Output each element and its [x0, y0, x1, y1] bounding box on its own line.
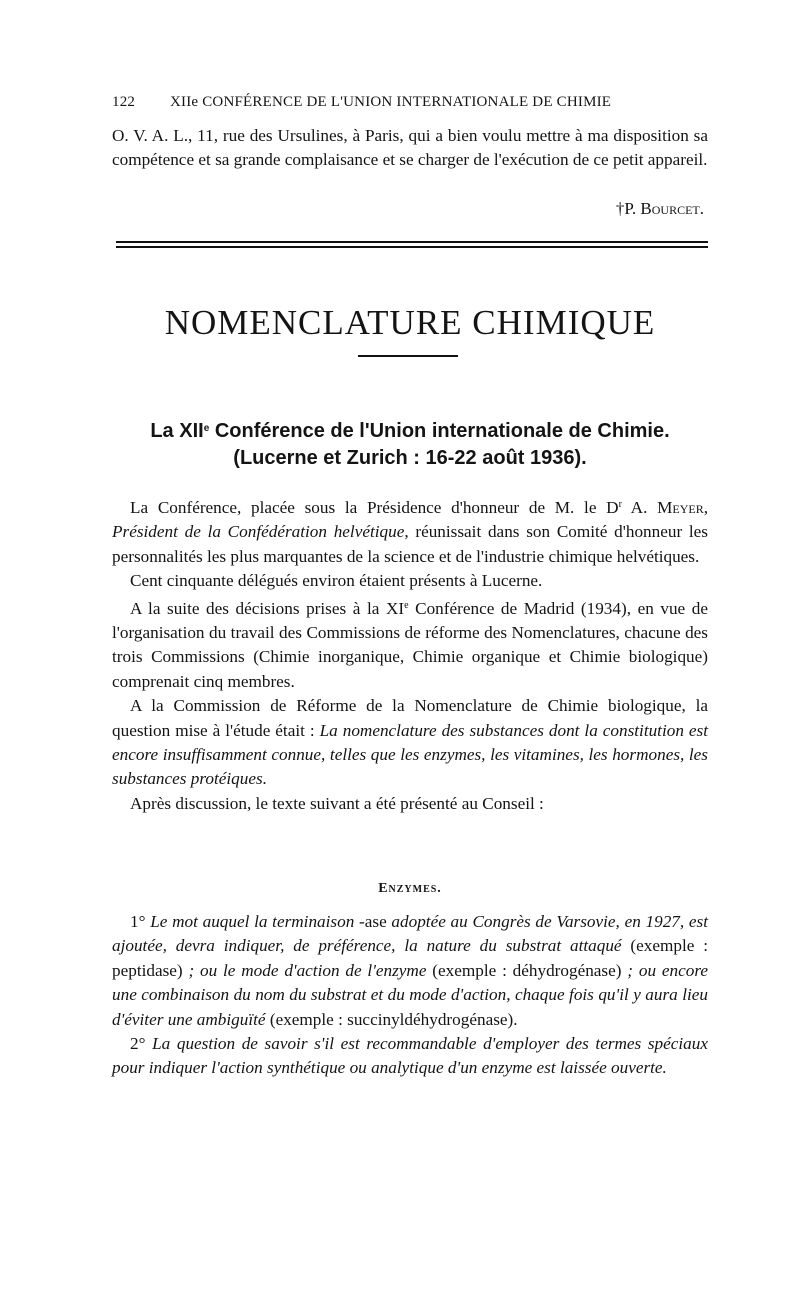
enzymes-item-2: 2° La question de savoir s'il est recommandable d'employer des termes spéciaux pour indiquer l'action synthétique ou analytique d'un enzyme est laissée ouverte.: [112, 1034, 708, 1078]
signature-name: Bourcet.: [640, 199, 704, 218]
double-rule-divider: [116, 241, 708, 248]
intro-abbrev: O. V. A. L.: [112, 126, 189, 145]
intro-text: , 11, rue des Ursulines, à Paris, qui a bien voulu mettre à ma disposition sa compétence et sa grande complaisance et se charger de l'exécution de ce petit appareil.: [112, 126, 708, 170]
running-header: [112, 94, 708, 111]
intro-paragraph: [112, 124, 708, 173]
conference-subtitle: [112, 415, 708, 472]
signature: [616, 199, 704, 219]
paragraph-discussion: Après discussion, le texte suivant a été présenté au Conseil :: [130, 793, 544, 813]
signature-prefix: †P.: [615, 199, 637, 218]
subtitle-line-2: (Lucerne et Zurich : 16-22 août 1936).: [233, 447, 587, 469]
paragraph-question: A la Commission de Réforme de la Nomenclature de Chimie biologique, la question mise à l'étude était : La nomenclature des substances dont la constitution est encore insuffisamment connue, telles que les enzymes, les vitamines, les hormones, les substances protéiques.: [112, 696, 708, 789]
enzymes-item-1: 1° Le mot auquel la terminaison -ase adoptée au Congrès de Varsovie, en 1927, est ajoutée, devra indiquer, de préférence, la nature du substrat attaqué (exemple : peptidase) ; ou le mode d'action de l'enzyme (exemple : déhydrogénase) ; ou encore une combinaison du nom du substrat et du mode d'action, chaque fois qu'il y aura lieu d'éviter une ambiguïté (exemple : succinyldéhydrogénase).: [112, 912, 709, 1029]
enzymes-text: [112, 910, 708, 1081]
paragraph-delegates: Cent cinquante délégués environ étaient présents à Lucerne.: [130, 571, 543, 591]
section-title: NOMENCLATURE CHIMIQUE: [164, 303, 656, 342]
running-title: XIIe CONFÉRENCE DE L'UNION INTERNATIONALE DE CHIMIE: [170, 94, 612, 110]
subtitle-line-1: La XIIe Conférence de l'Union internationale de Chimie.: [150, 420, 670, 442]
body-text: [112, 493, 708, 816]
page-number: 122: [112, 94, 136, 110]
paragraph-conference: La Conférence, placée sous la Présidence d'honneur de M. le $D^r$ A. Meyer, Président de la Confédération helvétique, réunissait dans son Comité d'honneur les personnalités les plus marquantes de la science et de l'industrie chimique helvétiques.: [112, 498, 709, 566]
title-rule: [358, 355, 458, 357]
enzymes-heading: Enzymes.: [378, 881, 442, 896]
paragraph-commissions: A la suite des décisions prises à la XIe Conférence de Madrid (1934), en vue de l'organisation du travail des Commissions de réforme des Nomenclatures, chacune des trois Commissions (Chimie inorganique, Chimie organique et Chimie biologique) comprenait cinq membres.: [112, 598, 708, 691]
